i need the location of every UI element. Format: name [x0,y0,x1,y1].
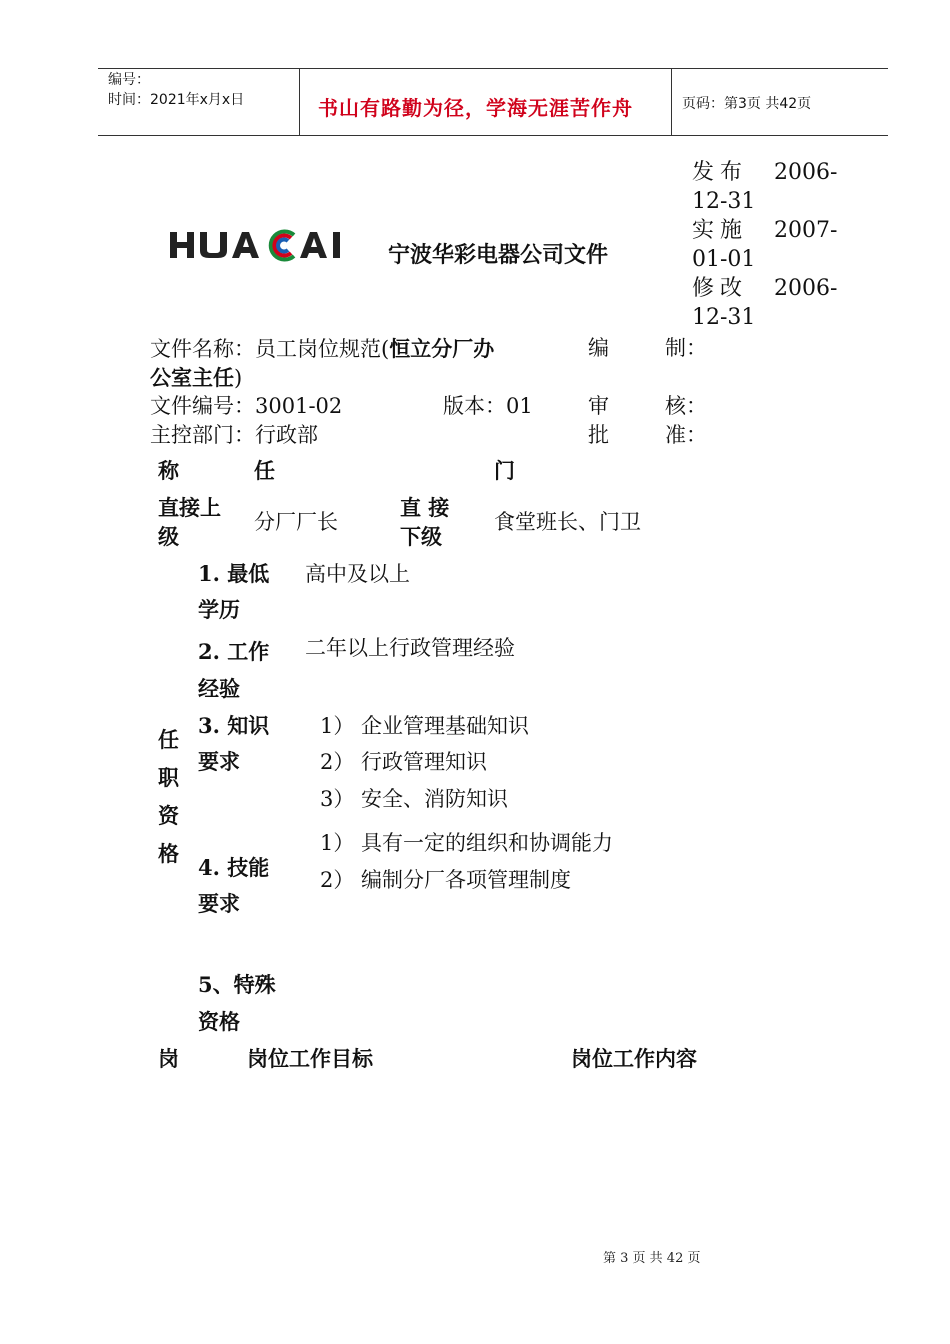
header-page-info: 页码：第3页 共42页 [682,96,812,112]
date-revise-value2: 12-31 [692,305,756,330]
date-publish-value1: 2006- [774,160,838,185]
qual-1-label-1: 1. 最低 [198,561,270,586]
title-row-c1: 称 [158,458,179,483]
qual-3-label-1: 3. 知识 [198,713,270,738]
subordinate-value: 食堂班长、门卫 [494,510,641,534]
compile-label-a: 编 [588,336,609,360]
date-revise-value1: 2006- [774,276,838,301]
file-name-bold-2: 公室主任 [150,365,234,390]
bottom-row-c1: 岗 [158,1046,179,1071]
bottom-row-c2: 岗位工作目标 [247,1046,373,1071]
review-label-b: 核： [665,394,707,418]
header-number-label: 编号： [108,72,150,88]
date-revise-label: 修改 [692,276,749,301]
qual-label-2: 职 [158,765,179,790]
huacai-logo-icon [170,226,350,266]
file-name-bold-1: 恒立分厂办 [389,336,495,361]
date-publish-value2: 12-31 [692,189,756,214]
approve-label-b: 准： [665,423,707,447]
qual-label-3: 资 [158,803,179,828]
qual-label-1: 任 [158,727,179,752]
title-row-c3: 门 [494,458,515,483]
qual-2-label-2: 经验 [198,676,240,701]
header-top-line [98,68,888,69]
title-row-c2: 任 [254,458,275,483]
qual-5-label-1: 5、特殊 [198,972,276,997]
header-bottom-line [98,135,888,136]
bottom-row-c3: 岗位工作内容 [571,1046,697,1071]
date-publish-label: 发布 [692,160,749,185]
huacai-logo [170,226,350,266]
date-effective-value1: 2007- [774,218,838,243]
qual-4-item-1: 1） 具有一定的组织和协调能力 [320,831,614,855]
approve-label-a: 批 [588,423,609,447]
file-name [150,334,494,364]
page-footer: 第 3 页 共 42 页 [603,1251,701,1266]
file-name-label: 文件名称：员工岗位规范( [150,337,390,361]
qual-4-label-2: 要求 [198,891,240,916]
version: 版本：01 [443,394,533,418]
qual-label-4: 格 [158,841,179,866]
qual-1-value: 高中及以上 [305,562,410,586]
subordinate-label-1: 直 接 [400,495,450,520]
qual-3-label-2: 要求 [198,749,240,774]
header-motto: 书山有路勤为径，学海无涯苦作舟 [318,96,633,120]
superior-value: 分厂厂长 [254,510,338,534]
qual-4-item-2: 2） 编制分厂各项管理制度 [320,868,572,892]
subordinate-label-2: 下级 [400,524,442,549]
file-name-tail: ) [234,366,243,390]
company-title: 宁波华彩电器公司文件 [388,242,609,268]
header-divider-1 [299,68,300,136]
superior-label-1: 直接上 [158,495,221,520]
qual-2-label-1: 2. 工作 [198,639,270,664]
superior-label-2: 级 [158,524,179,549]
review-label-a: 审 [588,394,609,418]
qual-1-label-2: 学历 [198,597,240,622]
qual-4-label-1: 4. 技能 [198,855,270,880]
file-name-cont [150,363,242,393]
main-dept: 主控部门：行政部 [150,423,318,447]
date-effective-label: 实施 [692,218,749,243]
date-effective-value2: 01-01 [692,247,756,272]
qual-3-item-1: 1） 企业管理基础知识 [320,714,530,738]
file-number: 文件编号：3001-02 [150,394,343,418]
compile-label-b: 制： [665,336,707,360]
qual-5-label-2: 资格 [198,1009,240,1034]
qual-2-value: 二年以上行政管理经验 [305,636,515,660]
header-divider-2 [671,68,672,136]
qual-3-item-3: 3） 安全、消防知识 [320,787,509,811]
header-time-label: 时间：2021年x月x日 [108,92,245,108]
qual-3-item-2: 2） 行政管理知识 [320,750,488,774]
